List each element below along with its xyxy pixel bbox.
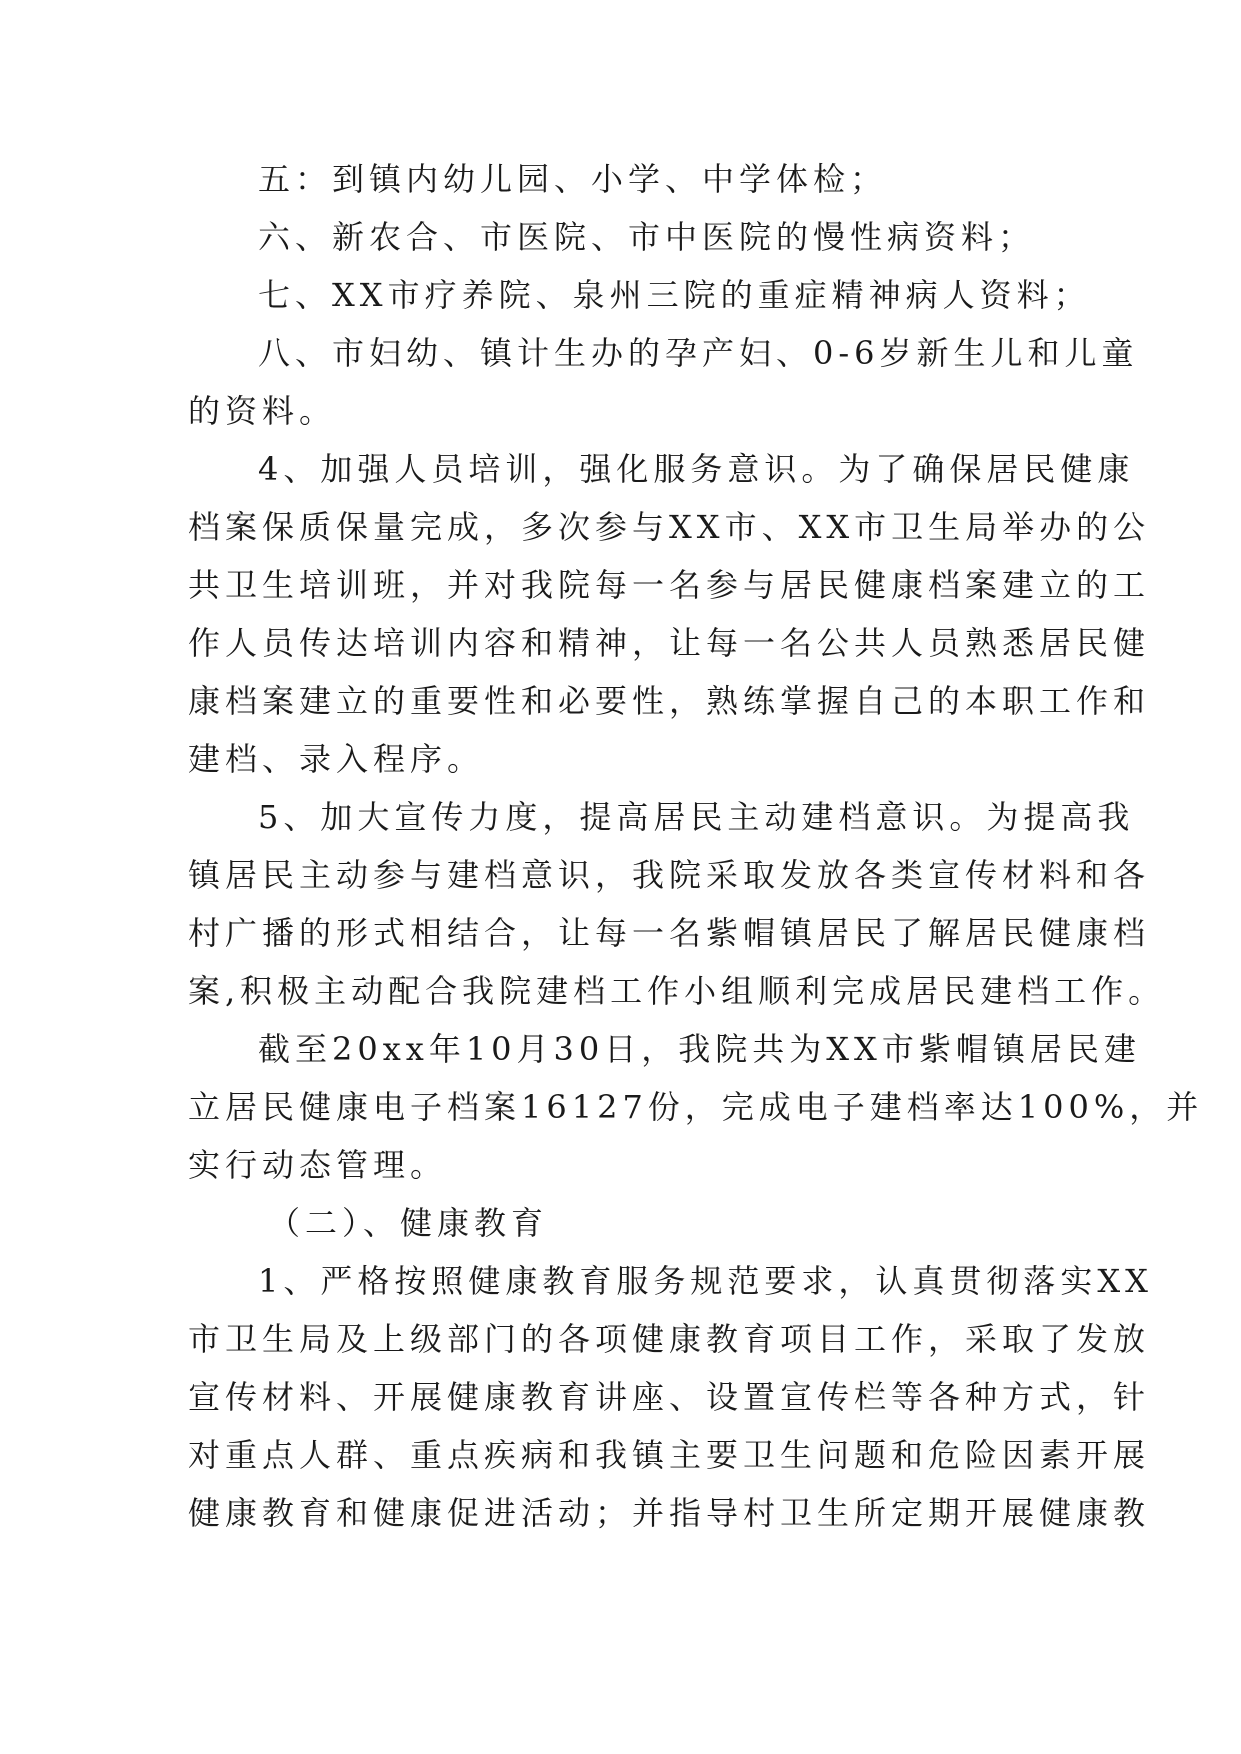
section-two-line-1: 1、严格按照健康教育服务规范要求，认真贯彻落实XX xyxy=(258,1262,1153,1300)
summary-line-3: 实行动态管理。 xyxy=(188,1146,448,1184)
para-5-line-2: 镇居民主动参与建档意识，我院采取发放各类宣传材料和各 xyxy=(188,856,1151,894)
para-4-line-6: 建档、录入程序。 xyxy=(188,740,485,778)
item-eight-line-1: 八、市妇幼、镇计生办的孕产妇、0-6岁新生儿和儿童 xyxy=(258,334,1139,372)
para-4-line-1: 4、加强人员培训，强化服务意识。为了确保居民健康 xyxy=(258,450,1135,488)
section-two-line-3: 宣传材料、开展健康教育讲座、设置宣传栏等各种方式，针 xyxy=(188,1378,1151,1416)
section-two-heading: （二）、健康教育 xyxy=(268,1204,549,1242)
para-4-line-2: 档案保质保量完成，多次参与XX市、XX市卫生局举办的公 xyxy=(188,508,1151,546)
section-two-line-4: 对重点人群、重点疾病和我镇主要卫生问题和危险因素开展 xyxy=(188,1436,1151,1474)
para-5-line-4: 案,积极主动配合我院建档工作小组顺利完成居民建档工作。 xyxy=(188,972,1166,1010)
para-5-line-3: 村广播的形式相结合，让每一名紫帽镇居民了解居民健康档 xyxy=(188,914,1151,952)
para-4-line-5: 康档案建立的重要性和必要性，熟练掌握自己的本职工作和 xyxy=(188,682,1151,720)
section-two-line-2: 市卫生局及上级部门的各项健康教育项目工作，采取了发放 xyxy=(188,1320,1151,1358)
item-five: 五：到镇内幼儿园、小学、中学体检； xyxy=(258,160,888,198)
item-eight-line-2: 的资料。 xyxy=(188,392,337,430)
item-six: 六、新农合、市医院、市中医院的慢性病资料； xyxy=(258,218,1036,256)
para-4-line-4: 作人员传达培训内容和精神，让每一名公共人员熟悉居民健 xyxy=(188,624,1151,662)
para-4-line-3: 共卫生培训班，并对我院每一名参与居民健康档案建立的工 xyxy=(188,566,1151,604)
section-two-line-5: 健康教育和健康促进活动；并指导村卫生所定期开展健康教 xyxy=(188,1494,1151,1532)
item-seven: 七、XX市疗养院、泉州三院的重症精神病人资料； xyxy=(258,276,1091,314)
para-5-line-1: 5、加大宣传力度，提高居民主动建档意识。为提高我 xyxy=(258,798,1135,836)
summary-line-1: 截至20xx年10月30日，我院共为XX市紫帽镇居民建 xyxy=(258,1030,1141,1068)
summary-line-2: 立居民健康电子档案16127份，完成电子建档率达100%，并 xyxy=(188,1088,1204,1126)
document-page xyxy=(188,150,1204,1542)
